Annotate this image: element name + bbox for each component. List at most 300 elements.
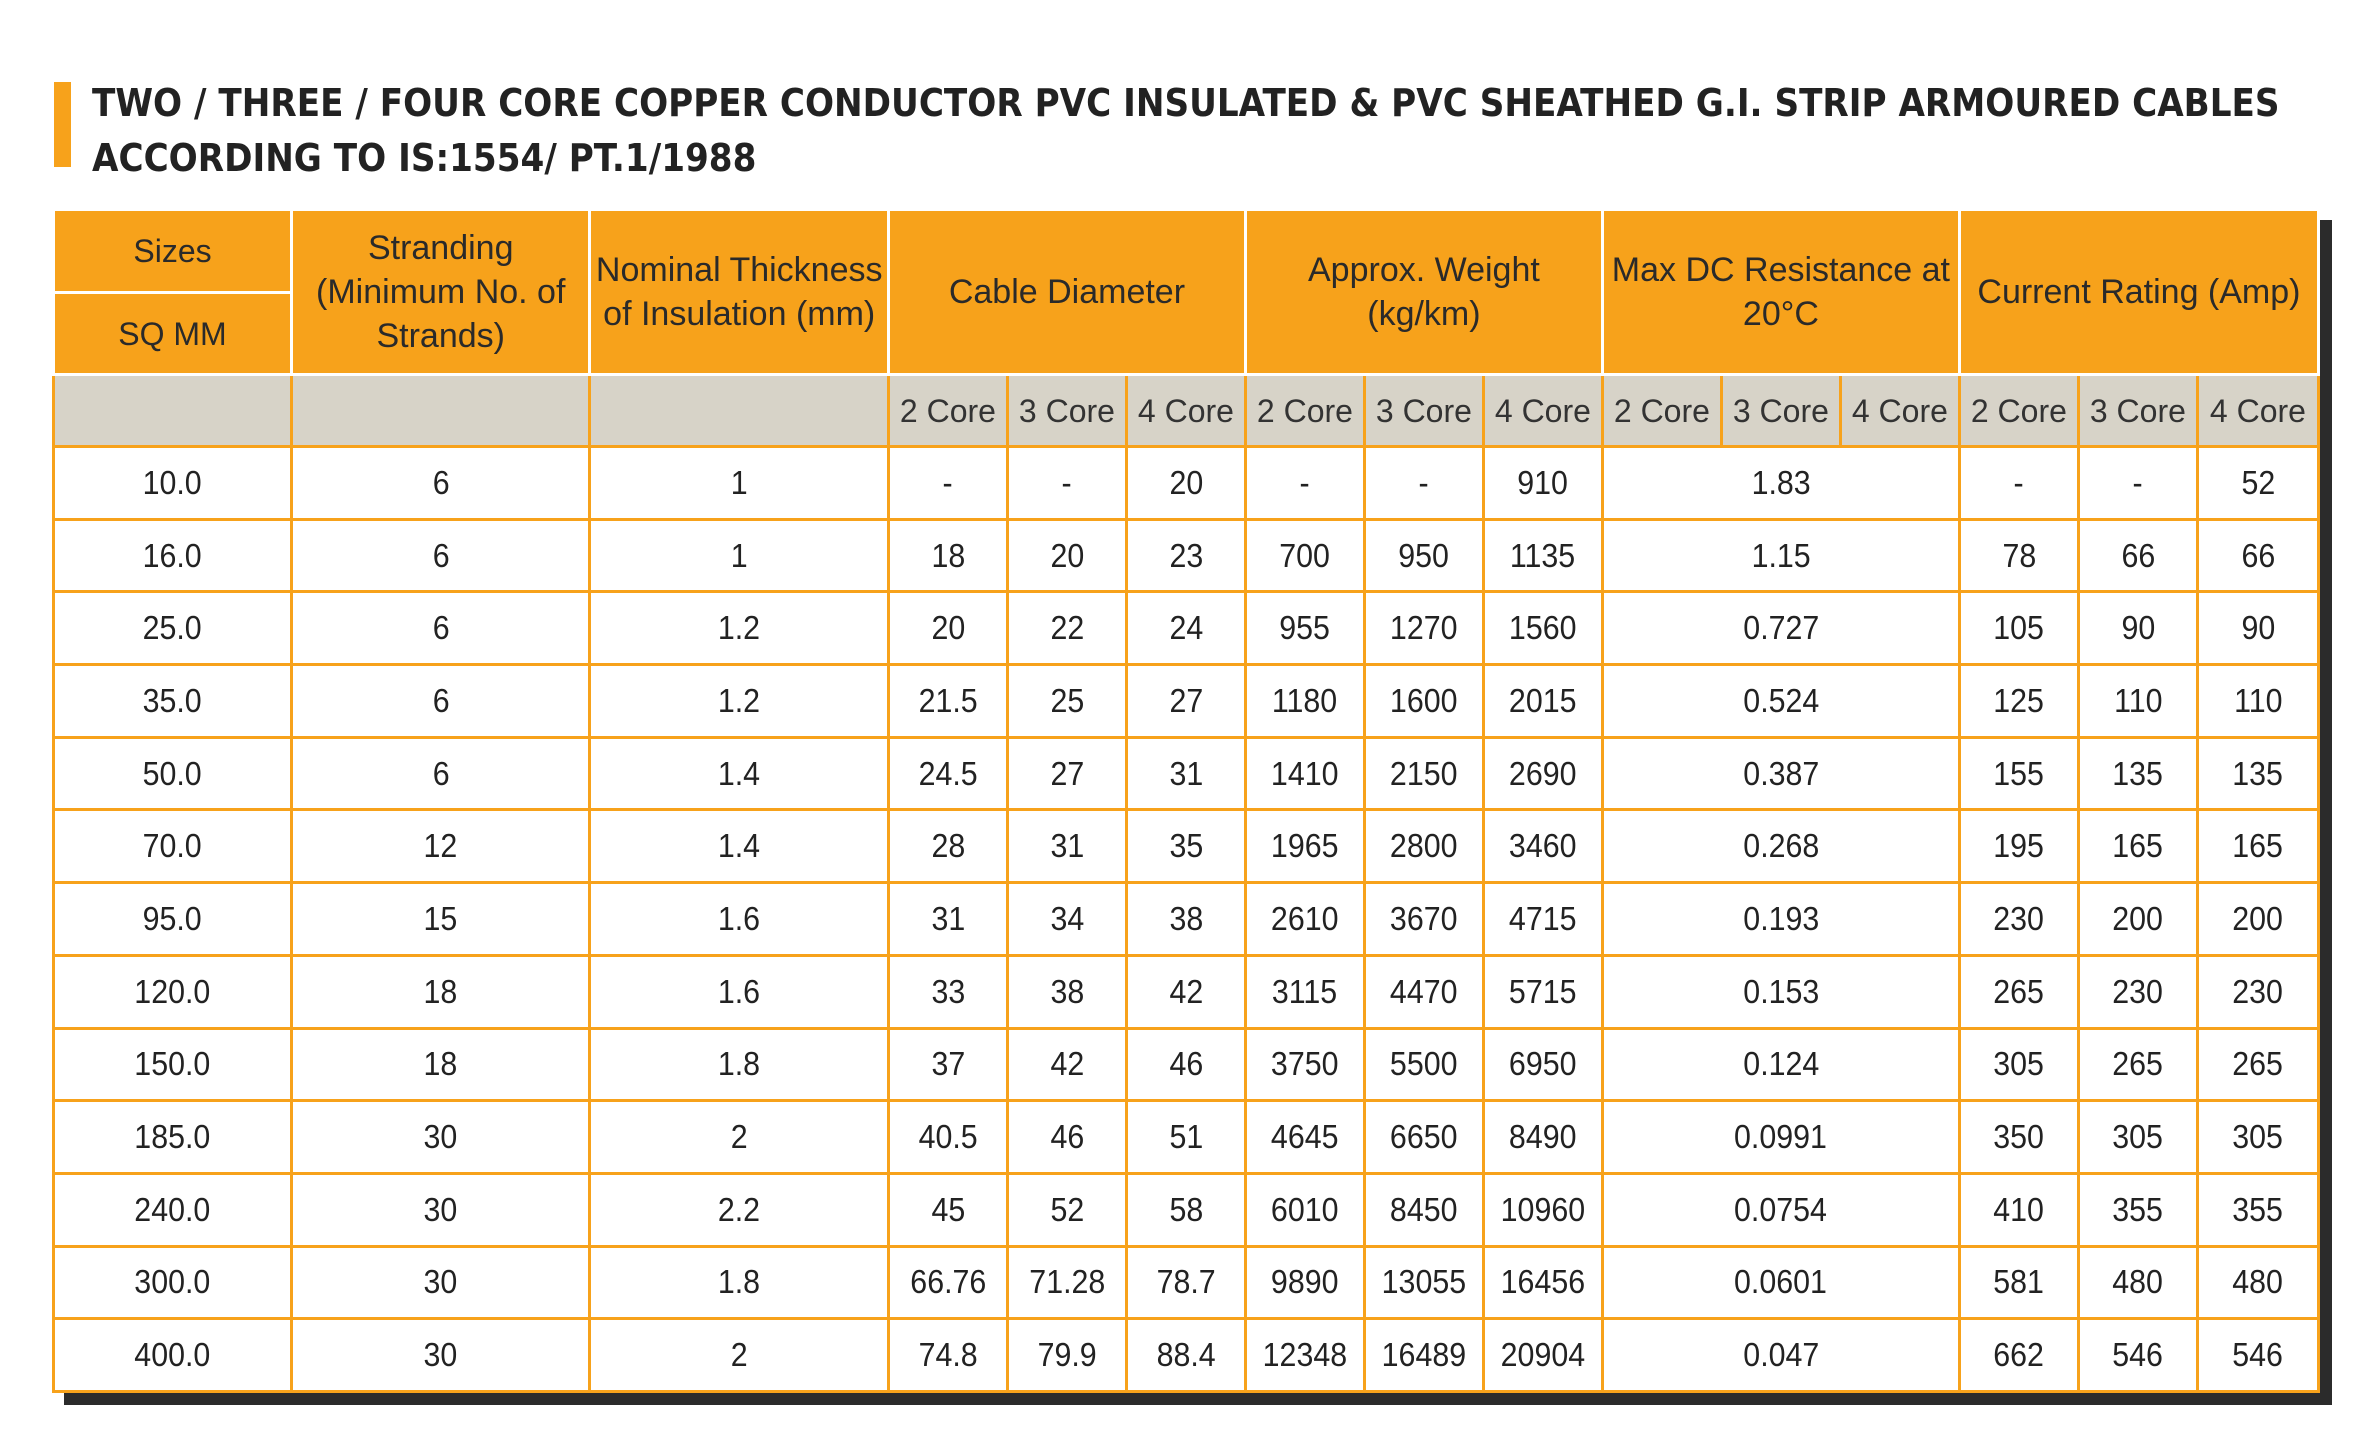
cell-thickness-value: 1.4	[718, 827, 761, 865]
cell-strands-value: 30	[423, 1336, 458, 1374]
header-thickness: Nominal Thickness of Insulation (mm)	[590, 210, 888, 375]
cell-size-value: 70.0	[142, 827, 203, 865]
cell-weight-2-core-value: 4645	[1271, 1118, 1339, 1156]
cell-current-2-core	[1959, 447, 2078, 520]
cell-weight-2-core	[1245, 1319, 1364, 1392]
cell-weight-2-core	[1245, 519, 1364, 592]
cell-diameter-2-core-value: 33	[931, 972, 965, 1010]
cell-thickness	[590, 1028, 888, 1101]
cell-current-3-core	[2078, 665, 2197, 738]
core-blank-2	[291, 375, 589, 447]
cell-current-3-core-value: 230	[2112, 972, 2164, 1010]
cell-weight-4-core	[1483, 1173, 1602, 1246]
cell-current-3-core-value: 546	[2112, 1336, 2164, 1374]
cell-weight-3-core-value: 6650	[1390, 1118, 1458, 1156]
weight-4-core: 4 Core	[1483, 375, 1602, 447]
cell-current-2-core-value: 78	[2001, 536, 2036, 574]
cell-size	[54, 447, 292, 520]
cell-diameter-3-core	[1007, 883, 1126, 956]
table-body	[54, 447, 2319, 1392]
cell-weight-3-core-value: 1270	[1390, 609, 1458, 647]
cell-diameter-2-core	[888, 519, 1007, 592]
cell-max-dc-resistance-value: 0.524	[1742, 681, 1819, 719]
cell-diameter-2-core-value: 31	[931, 899, 965, 937]
cell-weight-2-core	[1245, 592, 1364, 665]
cell-weight-3-core-value: 4470	[1390, 972, 1458, 1010]
cell-current-4-core	[2197, 447, 2318, 520]
cell-current-3-core-value: 66	[2120, 536, 2155, 574]
cell-diameter-4-core	[1126, 519, 1245, 592]
cell-diameter-4-core-value: 58	[1169, 1190, 1203, 1228]
cell-diameter-3-core	[1007, 592, 1126, 665]
cell-current-3-core	[2078, 1028, 2197, 1101]
cell-diameter-4-core	[1126, 955, 1245, 1028]
table-row	[54, 519, 2319, 592]
cell-diameter-3-core-value: 71.28	[1028, 1263, 1105, 1301]
cell-current-2-core-value: 350	[1993, 1118, 2045, 1156]
cell-max-dc-resistance	[1602, 665, 1959, 738]
cell-current-3-core-value: 135	[2112, 754, 2164, 792]
cell-weight-3-core-value: -	[1418, 463, 1429, 501]
cell-strands-value: 30	[423, 1263, 458, 1301]
cell-current-3-core-value: -	[2132, 463, 2143, 501]
cell-weight-2-core-value: 955	[1279, 609, 1331, 647]
cell-weight-4-core	[1483, 737, 1602, 810]
cell-current-3-core	[2078, 592, 2197, 665]
cell-strands	[291, 883, 589, 956]
cell-weight-2-core-value: 6010	[1271, 1190, 1339, 1228]
cell-current-4-core	[2197, 1246, 2318, 1319]
cell-diameter-4-core-value: 78.7	[1156, 1263, 1216, 1301]
cell-diameter-4-core	[1126, 810, 1245, 883]
cell-current-3-core	[2078, 883, 2197, 956]
cell-thickness-value: 1.6	[718, 972, 761, 1010]
cell-current-3-core	[2078, 955, 2197, 1028]
cell-max-dc-resistance-value: 0.727	[1742, 609, 1819, 647]
cell-weight-4-core	[1483, 1028, 1602, 1101]
cell-weight-2-core-value: 12348	[1262, 1336, 1348, 1374]
cell-diameter-4-core	[1126, 1246, 1245, 1319]
cell-current-4-core-value: 165	[2232, 827, 2284, 865]
cell-weight-3-core	[1364, 1173, 1483, 1246]
cell-max-dc-resistance-value: 0.153	[1742, 972, 1819, 1010]
cell-size	[54, 592, 292, 665]
cell-current-2-core	[1959, 519, 2078, 592]
cell-weight-3-core-value: 1600	[1390, 681, 1458, 719]
cell-diameter-2-core-value: 18	[931, 536, 965, 574]
cell-diameter-4-core	[1126, 665, 1245, 738]
cell-weight-4-core-value: 2690	[1509, 754, 1577, 792]
header-sizes: Sizes	[54, 210, 292, 293]
cell-size-value: 25.0	[142, 609, 203, 647]
cell-strands-value: 6	[432, 754, 450, 792]
cell-thickness-value: 1	[730, 536, 748, 574]
cell-current-4-core	[2197, 519, 2318, 592]
cell-diameter-3-core-value: 22	[1050, 609, 1084, 647]
cell-strands-value: 30	[423, 1190, 458, 1228]
cell-diameter-4-core-value: 24	[1169, 609, 1203, 647]
cell-current-2-core-value: 410	[1993, 1190, 2045, 1228]
cell-diameter-4-core-value: 31	[1169, 754, 1203, 792]
cell-current-3-core-value: 110	[2113, 681, 2163, 719]
cell-current-4-core-value: 90	[2241, 609, 2275, 647]
cell-diameter-2-core	[888, 737, 1007, 810]
cell-strands-value: 6	[432, 536, 450, 574]
cell-weight-3-core-value: 13055	[1381, 1263, 1467, 1301]
diameter-4-core: 4 Core	[1126, 375, 1245, 447]
cell-weight-3-core	[1364, 592, 1483, 665]
cell-diameter-3-core	[1007, 1246, 1126, 1319]
diameter-2-core: 2 Core	[888, 375, 1007, 447]
cell-current-4-core-value: 200	[2232, 899, 2284, 937]
cell-weight-2-core	[1245, 955, 1364, 1028]
cell-strands-value: 6	[432, 609, 450, 647]
cell-size	[54, 1246, 292, 1319]
cell-weight-2-core	[1245, 1173, 1364, 1246]
cell-thickness	[590, 1173, 888, 1246]
cell-max-dc-resistance-value: 1.83	[1751, 463, 1811, 501]
cell-current-2-core	[1959, 1028, 2078, 1101]
table-row	[54, 1173, 2319, 1246]
cell-max-dc-resistance	[1602, 737, 1959, 810]
cell-thickness	[590, 737, 888, 810]
resistance-2-core: 2 Core	[1602, 375, 1721, 447]
cell-diameter-2-core	[888, 810, 1007, 883]
cell-diameter-4-core	[1126, 447, 1245, 520]
cell-size-value: 150.0	[134, 1045, 211, 1083]
cell-weight-2-core	[1245, 810, 1364, 883]
table-row	[54, 447, 2319, 520]
cell-max-dc-resistance	[1602, 883, 1959, 956]
resistance-4-core: 4 Core	[1840, 375, 1959, 447]
cell-diameter-3-core-value: 79.9	[1037, 1336, 1097, 1374]
cell-max-dc-resistance-value: 0.387	[1742, 754, 1819, 792]
cell-strands-value: 30	[423, 1118, 458, 1156]
cell-thickness-value: 2.2	[718, 1190, 761, 1228]
cell-diameter-2-core	[888, 1319, 1007, 1392]
cell-strands	[291, 737, 589, 810]
cell-diameter-3-core	[1007, 955, 1126, 1028]
cable-spec-table	[52, 208, 2320, 1393]
cell-diameter-3-core	[1007, 737, 1126, 810]
cell-diameter-2-core	[888, 447, 1007, 520]
cell-current-4-core-value: 546	[2232, 1336, 2284, 1374]
cell-weight-4-core	[1483, 810, 1602, 883]
cell-weight-4-core-value: 10960	[1500, 1190, 1586, 1228]
cell-diameter-4-core-value: 88.4	[1156, 1336, 1216, 1374]
cell-current-2-core-value: -	[2013, 463, 2024, 501]
cell-diameter-4-core	[1126, 1319, 1245, 1392]
cell-weight-4-core-value: 4715	[1509, 899, 1577, 937]
cell-strands-value: 6	[432, 463, 450, 501]
cell-diameter-2-core-value: 24.5	[918, 754, 978, 792]
title-accent-bar	[54, 82, 71, 167]
cell-strands	[291, 1173, 589, 1246]
cell-current-2-core	[1959, 1319, 2078, 1392]
cell-strands	[291, 665, 589, 738]
resistance-3-core: 3 Core	[1721, 375, 1840, 447]
cell-size	[54, 1319, 292, 1392]
cell-diameter-2-core	[888, 1173, 1007, 1246]
header-approx-weight: Approx. Weight (kg/km)	[1245, 210, 1602, 375]
cell-weight-2-core-value: 1410	[1271, 754, 1339, 792]
table-row	[54, 955, 2319, 1028]
cell-weight-3-core-value: 3670	[1390, 899, 1458, 937]
table-row	[54, 737, 2319, 810]
cell-diameter-2-core	[888, 1101, 1007, 1174]
cell-weight-4-core-value: 8490	[1509, 1118, 1577, 1156]
cell-diameter-3-core-value: 38	[1050, 972, 1084, 1010]
cell-diameter-3-core-value: -	[1061, 463, 1072, 501]
cell-weight-3-core-value: 2800	[1390, 827, 1458, 865]
cell-weight-3-core	[1364, 519, 1483, 592]
cell-weight-3-core	[1364, 810, 1483, 883]
cell-strands-value: 12	[423, 827, 458, 865]
cell-weight-2-core-value: 1965	[1271, 827, 1339, 865]
header-cable-diameter: Cable Diameter	[888, 210, 1245, 375]
cell-diameter-2-core-value: 37	[931, 1045, 965, 1083]
cell-thickness	[590, 665, 888, 738]
cell-current-3-core-value: 265	[2112, 1045, 2164, 1083]
table-row	[54, 1319, 2319, 1392]
cell-diameter-4-core-value: 35	[1169, 827, 1203, 865]
cell-size-value: 16.0	[142, 536, 203, 574]
cell-strands	[291, 447, 589, 520]
title-line-2: ACCORDING TO IS:1554/ PT.1/1988	[92, 136, 757, 180]
cell-current-3-core-value: 200	[2112, 899, 2164, 937]
cell-strands-value: 6	[432, 681, 450, 719]
cell-weight-4-core-value: 1135	[1510, 536, 1576, 574]
cell-diameter-4-core-value: 38	[1169, 899, 1203, 937]
cell-diameter-2-core-value: 74.8	[918, 1336, 978, 1374]
cell-diameter-2-core-value: 21.5	[918, 681, 978, 719]
current-3-core: 3 Core	[2078, 375, 2197, 447]
table-row	[54, 592, 2319, 665]
cell-max-dc-resistance-value: 0.193	[1742, 899, 1819, 937]
cell-diameter-2-core	[888, 1028, 1007, 1101]
cell-weight-3-core	[1364, 1319, 1483, 1392]
cell-current-2-core-value: 155	[1993, 754, 2045, 792]
cell-diameter-3-core-value: 20	[1050, 536, 1084, 574]
cell-current-3-core	[2078, 737, 2197, 810]
cell-weight-3-core-value: 8450	[1390, 1190, 1458, 1228]
cell-weight-3-core	[1364, 883, 1483, 956]
cell-weight-2-core	[1245, 665, 1364, 738]
cell-diameter-3-core	[1007, 665, 1126, 738]
cell-size	[54, 955, 292, 1028]
cell-current-2-core-value: 662	[1993, 1336, 2045, 1374]
cell-diameter-4-core	[1126, 1101, 1245, 1174]
cell-current-4-core-value: 230	[2232, 972, 2284, 1010]
cell-size-value: 120.0	[134, 972, 211, 1010]
current-4-core: 4 Core	[2197, 375, 2318, 447]
cell-strands	[291, 1319, 589, 1392]
cell-size	[54, 1101, 292, 1174]
cell-current-2-core	[1959, 1173, 2078, 1246]
cell-current-3-core	[2078, 519, 2197, 592]
cell-diameter-4-core	[1126, 1173, 1245, 1246]
cell-diameter-2-core-value: 66.76	[909, 1263, 986, 1301]
cell-max-dc-resistance	[1602, 955, 1959, 1028]
cell-diameter-2-core	[888, 1246, 1007, 1319]
cell-thickness	[590, 1101, 888, 1174]
cell-max-dc-resistance-value: 0.0754	[1734, 1190, 1828, 1228]
cell-weight-3-core-value: 5500	[1390, 1045, 1458, 1083]
cell-weight-2-core	[1245, 883, 1364, 956]
table-row	[54, 810, 2319, 883]
cell-diameter-3-core-value: 42	[1050, 1045, 1084, 1083]
cell-weight-4-core	[1483, 1246, 1602, 1319]
cell-strands	[291, 592, 589, 665]
cell-current-2-core-value: 230	[1993, 899, 2045, 937]
cell-weight-4-core	[1483, 883, 1602, 956]
cell-weight-3-core-value: 2150	[1390, 754, 1458, 792]
cell-weight-4-core	[1483, 1319, 1602, 1392]
table-row	[54, 1101, 2319, 1174]
cell-max-dc-resistance	[1602, 1319, 1959, 1392]
cell-strands-value: 18	[423, 1045, 458, 1083]
cell-weight-2-core-value: 1180	[1272, 681, 1338, 719]
cell-diameter-3-core	[1007, 1101, 1126, 1174]
cell-diameter-2-core	[888, 955, 1007, 1028]
cell-diameter-2-core-value: -	[942, 463, 953, 501]
cell-current-2-core-value: 265	[1993, 972, 2045, 1010]
cell-current-3-core	[2078, 1173, 2197, 1246]
cell-current-3-core	[2078, 810, 2197, 883]
cell-weight-2-core	[1245, 1246, 1364, 1319]
cell-weight-2-core	[1245, 1028, 1364, 1101]
cell-diameter-4-core-value: 51	[1169, 1118, 1203, 1156]
cell-thickness	[590, 592, 888, 665]
cell-diameter-4-core	[1126, 1028, 1245, 1101]
cell-thickness-value: 1.2	[718, 681, 761, 719]
cell-current-3-core-value: 165	[2112, 827, 2164, 865]
cell-weight-2-core-value: -	[1299, 463, 1310, 501]
cell-weight-3-core	[1364, 955, 1483, 1028]
cell-thickness-value: 1.8	[718, 1263, 761, 1301]
cell-diameter-3-core-value: 34	[1050, 899, 1084, 937]
cell-thickness	[590, 1319, 888, 1392]
page-title	[92, 76, 2280, 186]
cell-weight-4-core	[1483, 592, 1602, 665]
cell-diameter-4-core-value: 42	[1169, 972, 1203, 1010]
cell-weight-2-core	[1245, 447, 1364, 520]
cell-diameter-4-core	[1126, 883, 1245, 956]
cell-diameter-2-core-value: 45	[931, 1190, 965, 1228]
cell-size-value: 400.0	[134, 1336, 211, 1374]
cell-diameter-3-core-value: 52	[1050, 1190, 1084, 1228]
cell-strands	[291, 1246, 589, 1319]
cell-max-dc-resistance	[1602, 592, 1959, 665]
cell-thickness-value: 1.6	[718, 899, 761, 937]
cell-diameter-3-core	[1007, 810, 1126, 883]
cell-current-2-core	[1959, 592, 2078, 665]
cell-weight-4-core-value: 3460	[1509, 827, 1577, 865]
cell-thickness	[590, 519, 888, 592]
cell-weight-4-core-value: 20904	[1500, 1336, 1586, 1374]
cell-weight-4-core-value: 1560	[1509, 609, 1577, 647]
cell-diameter-4-core-value: 23	[1169, 536, 1203, 574]
current-2-core: 2 Core	[1959, 375, 2078, 447]
cell-diameter-2-core-value: 28	[931, 827, 965, 865]
cell-strands	[291, 519, 589, 592]
cell-max-dc-resistance	[1602, 1028, 1959, 1101]
cell-thickness-value: 1	[730, 463, 748, 501]
cell-max-dc-resistance	[1602, 1246, 1959, 1319]
cell-weight-2-core-value: 3115	[1272, 972, 1338, 1010]
core-blank-3	[590, 375, 888, 447]
cell-diameter-2-core	[888, 592, 1007, 665]
header-sq-mm: SQ MM	[54, 293, 292, 375]
cell-current-4-core-value: 66	[2241, 536, 2275, 574]
cell-thickness	[590, 883, 888, 956]
cell-diameter-4-core	[1126, 737, 1245, 810]
cell-diameter-2-core	[888, 883, 1007, 956]
cell-weight-4-core	[1483, 955, 1602, 1028]
cell-weight-2-core-value: 2610	[1271, 899, 1339, 937]
cell-thickness	[590, 1246, 888, 1319]
cell-current-2-core	[1959, 1101, 2078, 1174]
cell-weight-4-core-value: 910	[1517, 463, 1569, 501]
cell-current-2-core-value: 195	[1993, 827, 2045, 865]
cell-current-3-core-value: 305	[2112, 1118, 2164, 1156]
cell-weight-4-core-value: 16456	[1500, 1263, 1586, 1301]
cell-current-2-core-value: 305	[1993, 1045, 2045, 1083]
cell-current-2-core	[1959, 955, 2078, 1028]
cell-current-4-core	[2197, 737, 2318, 810]
cell-weight-2-core-value: 3750	[1271, 1045, 1339, 1083]
table-row	[54, 883, 2319, 956]
table-row	[54, 665, 2319, 738]
cell-size-value: 95.0	[142, 899, 203, 937]
cell-current-4-core-value: 355	[2232, 1190, 2284, 1228]
cell-strands-value: 18	[423, 972, 458, 1010]
title-line-1: TWO / THREE / FOUR CORE COPPER CONDUCTOR PVC INSULATED & PVC SHEATHED G.I. STRIP ARMOURED CABLES	[92, 81, 2280, 125]
cell-current-3-core-value: 355	[2112, 1190, 2164, 1228]
table-row	[54, 1028, 2319, 1101]
cell-max-dc-resistance	[1602, 519, 1959, 592]
cell-weight-3-core	[1364, 447, 1483, 520]
cell-thickness-value: 1.2	[718, 609, 761, 647]
cell-weight-3-core	[1364, 665, 1483, 738]
cell-current-4-core-value: 305	[2232, 1118, 2284, 1156]
header-current-rating: Current Rating (Amp)	[1959, 210, 2318, 375]
cell-strands	[291, 1101, 589, 1174]
cell-current-2-core-value: 581	[1993, 1263, 2045, 1301]
cell-diameter-2-core-value: 20	[931, 609, 965, 647]
cell-thickness	[590, 955, 888, 1028]
cell-current-3-core-value: 90	[2120, 609, 2155, 647]
cell-weight-4-core-value: 6950	[1509, 1045, 1577, 1083]
cell-current-4-core	[2197, 665, 2318, 738]
cell-weight-3-core	[1364, 737, 1483, 810]
cell-thickness-value: 1.8	[718, 1045, 761, 1083]
cell-current-4-core	[2197, 1101, 2318, 1174]
cell-current-4-core-value: 52	[2241, 463, 2275, 501]
cell-max-dc-resistance-value: 0.0601	[1734, 1263, 1828, 1301]
header-max-dc-resistance: Max DC Resistance at 20°C	[1602, 210, 1959, 375]
cell-current-4-core	[2197, 592, 2318, 665]
cell-size	[54, 665, 292, 738]
weight-2-core: 2 Core	[1245, 375, 1364, 447]
cell-current-4-core-value: 135	[2232, 754, 2284, 792]
cell-weight-2-core	[1245, 1101, 1364, 1174]
cell-size	[54, 519, 292, 592]
cell-weight-3-core-value: 16489	[1381, 1336, 1467, 1374]
cell-current-4-core	[2197, 810, 2318, 883]
cell-max-dc-resistance-value: 1.15	[1751, 536, 1811, 574]
cell-weight-3-core	[1364, 1028, 1483, 1101]
